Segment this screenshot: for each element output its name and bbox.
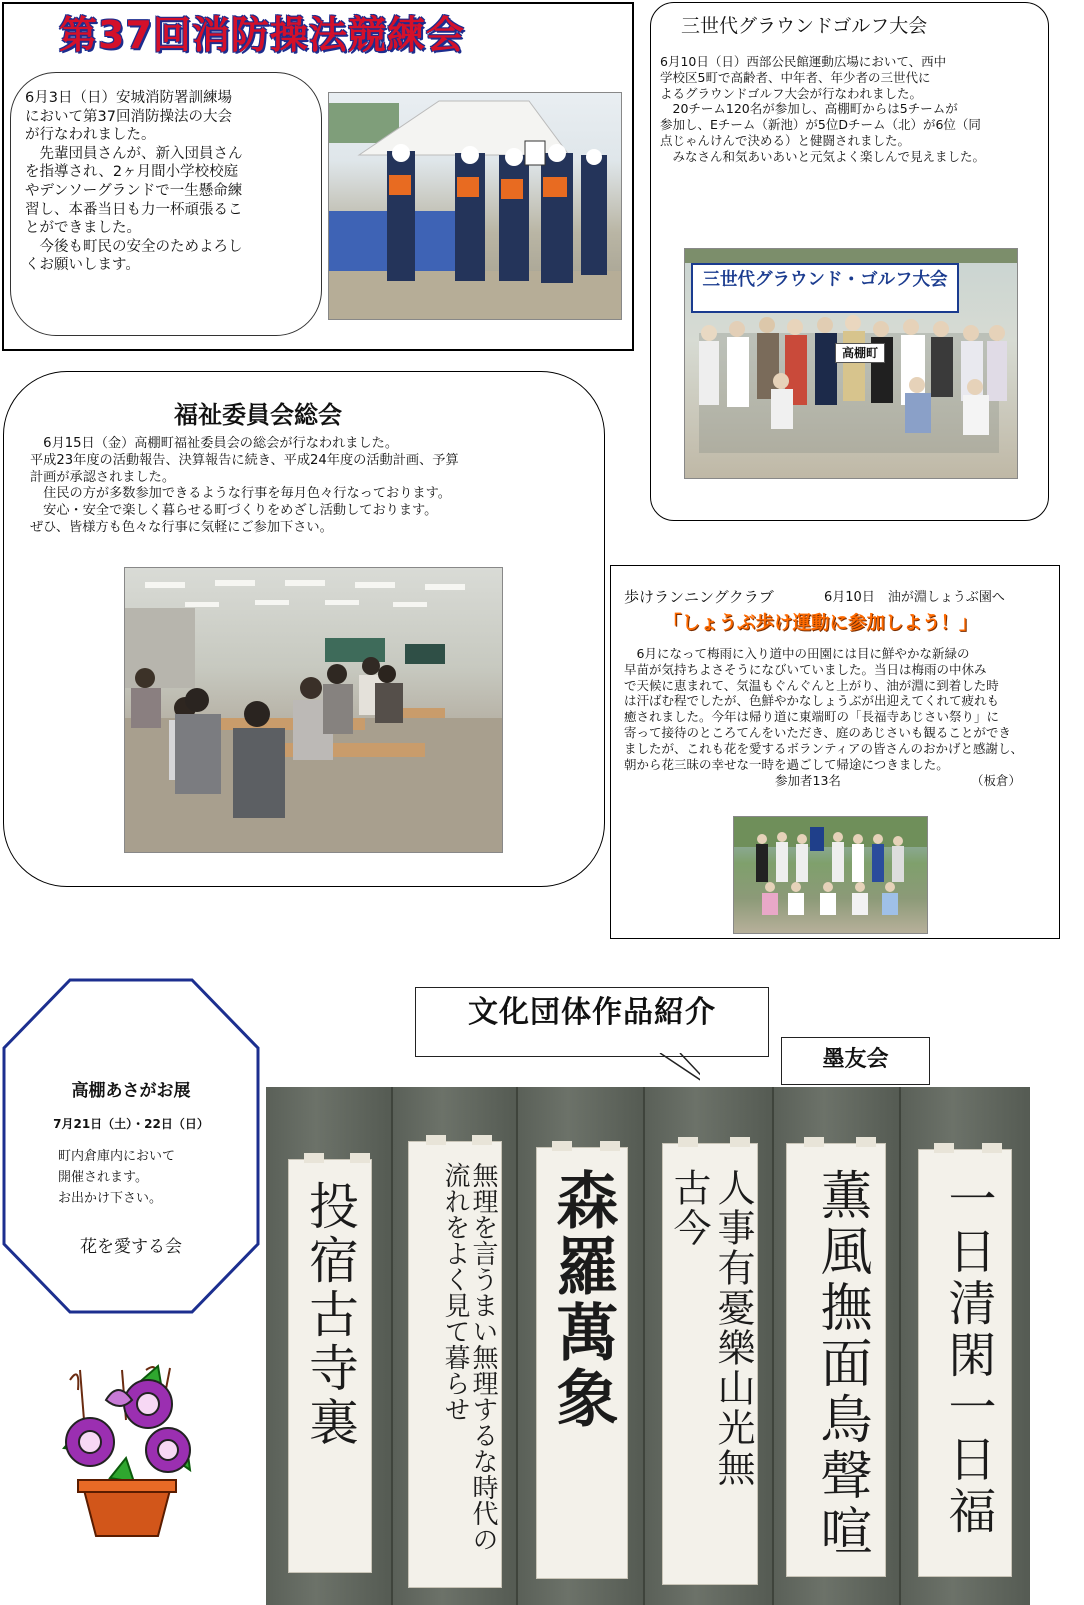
culture-title-box: [415, 987, 769, 1057]
walking-subtitle: 「しょうぶ歩け運動に参加しよう！」: [663, 613, 978, 634]
welfare-section: [3, 371, 605, 887]
golf-sign: [835, 343, 885, 363]
calligraphy-scroll-2: [408, 1141, 502, 1588]
golf-title: 三世代グラウンドゴルフ大会: [681, 15, 928, 37]
morning-glory-organizer: 花を愛する会: [80, 1237, 182, 1257]
golf-photo: [684, 248, 1018, 479]
culture-group-box: [781, 1037, 930, 1085]
flower-pot-icon: [50, 1360, 200, 1540]
calligraphy-photo: [266, 1087, 1030, 1605]
walking-date-place: 6月10日 油が淵しょうぶ園へ: [824, 590, 1005, 605]
golf-body: 6月10日（日）西部公民館運動広場において、西中 学校区5町で高齢者、中年者、年少者の三世代に よるグラウンドゴルフ大会が行なわれました。 20チーム120名が参加し、高棚町からは5チームが 参加し、Eチーム（新池）が5位Dチーム（北）が6位（同 点じゃんけんで決める）と健闘されました。 みなさん和気あいあいと元気よく楽しんで見えました。: [660, 54, 986, 164]
calligraphy-text-3: 森羅萬象: [546, 1168, 619, 1432]
morning-glory-dates: 7月21日（土）・22日（日）: [53, 1117, 209, 1131]
fire-drill-text-bubble: [10, 72, 322, 336]
calligraphy-scroll-6: [918, 1149, 1012, 1577]
fire-drill-section: [2, 2, 634, 351]
culture-title: 文化団体作品紹介: [468, 995, 716, 1030]
walking-club-name: 歩けランニングクラブ: [624, 588, 774, 606]
calligraphy-scroll-4: [662, 1143, 758, 1585]
walking-body: 6月になって梅雨に入り道中の田園には目に鮮やかな新緑の 早苗が気持ちよさそうになびいていました。当日は梅雨の中休み で天候に恵まれて、気温もぐんぐんと上がり、油が淵に到着した時 は汗ばむ程でしたが、色鮮やかなしょうぶが出迎えてくれて疲れも 癒されました。今年は帰り道に東端町の「長福寺あじさい祭り」に 寄って接待のところてんをいただき、庭のあじさいも観ることができ ましたが、これも花を愛するボランティアの皆さんのおかげと感謝し、 朝から花三昧の幸せな一時を過ごして帰途につきました。: [624, 646, 1024, 772]
morning-glory-body: 町内倉庫内において 開催されます。 お出かけ下さい。: [58, 1149, 176, 1206]
walking-author: （板倉）: [971, 773, 1022, 788]
morning-glory-section: [0, 978, 262, 1318]
calligraphy-text-4: 人事有憂樂山光無古今: [667, 1168, 755, 1488]
welfare-scene: [125, 568, 502, 852]
walking-section: [610, 565, 1060, 939]
calligraphy-text-1: 投宿古寺裏: [301, 1180, 359, 1450]
calligraphy-text-6: 一日清閑一日福: [940, 1174, 996, 1538]
golf-banner: [691, 263, 959, 313]
welfare-body: 6月15日（金）高棚町福祉委員会の総会が行なわれました。 平成23年度の活動報告、決算報告に続き、平成24年度の活動計画、予算 計画が承認されました。 住民の方が多数参加できるような行事を毎月色々行なっております。 安心・安全で楽しく暮らせる町づくりをめざし活動しております。 ぜひ、皆様方も色々な行事に気軽にご参加下さい。: [30, 436, 459, 535]
welfare-photo: [124, 567, 503, 853]
calligraphy-scroll-1: [288, 1159, 372, 1573]
walking-participants: 参加者13名: [775, 773, 841, 788]
calligraphy-scroll-3: [536, 1147, 628, 1579]
morning-glory-title: 高棚あさがお展: [71, 1081, 191, 1101]
fire-drill-photo: [328, 92, 622, 320]
fire-drill-body: 6月3日（日）安城消防署訓練場 において第37回消防操法の大会 が行なわれました。 先輩団員さんが、新入団員さん を指導され、2ヶ月間小学校校庭 やデンソーグランドで一生懸命練 習し、本番当日も力一杯頑張るこ とができました。 今後も町民の安全のためよろし くお願いします。: [25, 90, 243, 274]
calligraphy-scroll-5: [786, 1143, 886, 1577]
fire-drill-title: 第37回消防操法競練会: [59, 13, 465, 57]
calligraphy-text-2: 無理を言うまい無理するな時代の流れをよく見て暮らせ: [440, 1162, 498, 1552]
walking-scene: [734, 817, 927, 933]
calligraphy-text-5: 薫風撫面鳥聲喧: [811, 1168, 871, 1560]
welfare-title: 福祉委員会総会: [174, 401, 342, 429]
golf-banner-text: 三世代グラウンド・ゴルフ大会: [702, 270, 948, 290]
fire-drill-scene: [329, 93, 621, 319]
culture-group-name: 墨友会: [822, 1047, 889, 1072]
morning-glory-illustration: [50, 1360, 200, 1540]
golf-sign-text: 高棚町: [841, 346, 878, 360]
golf-section: [650, 2, 1049, 521]
walking-photo: [733, 816, 928, 934]
